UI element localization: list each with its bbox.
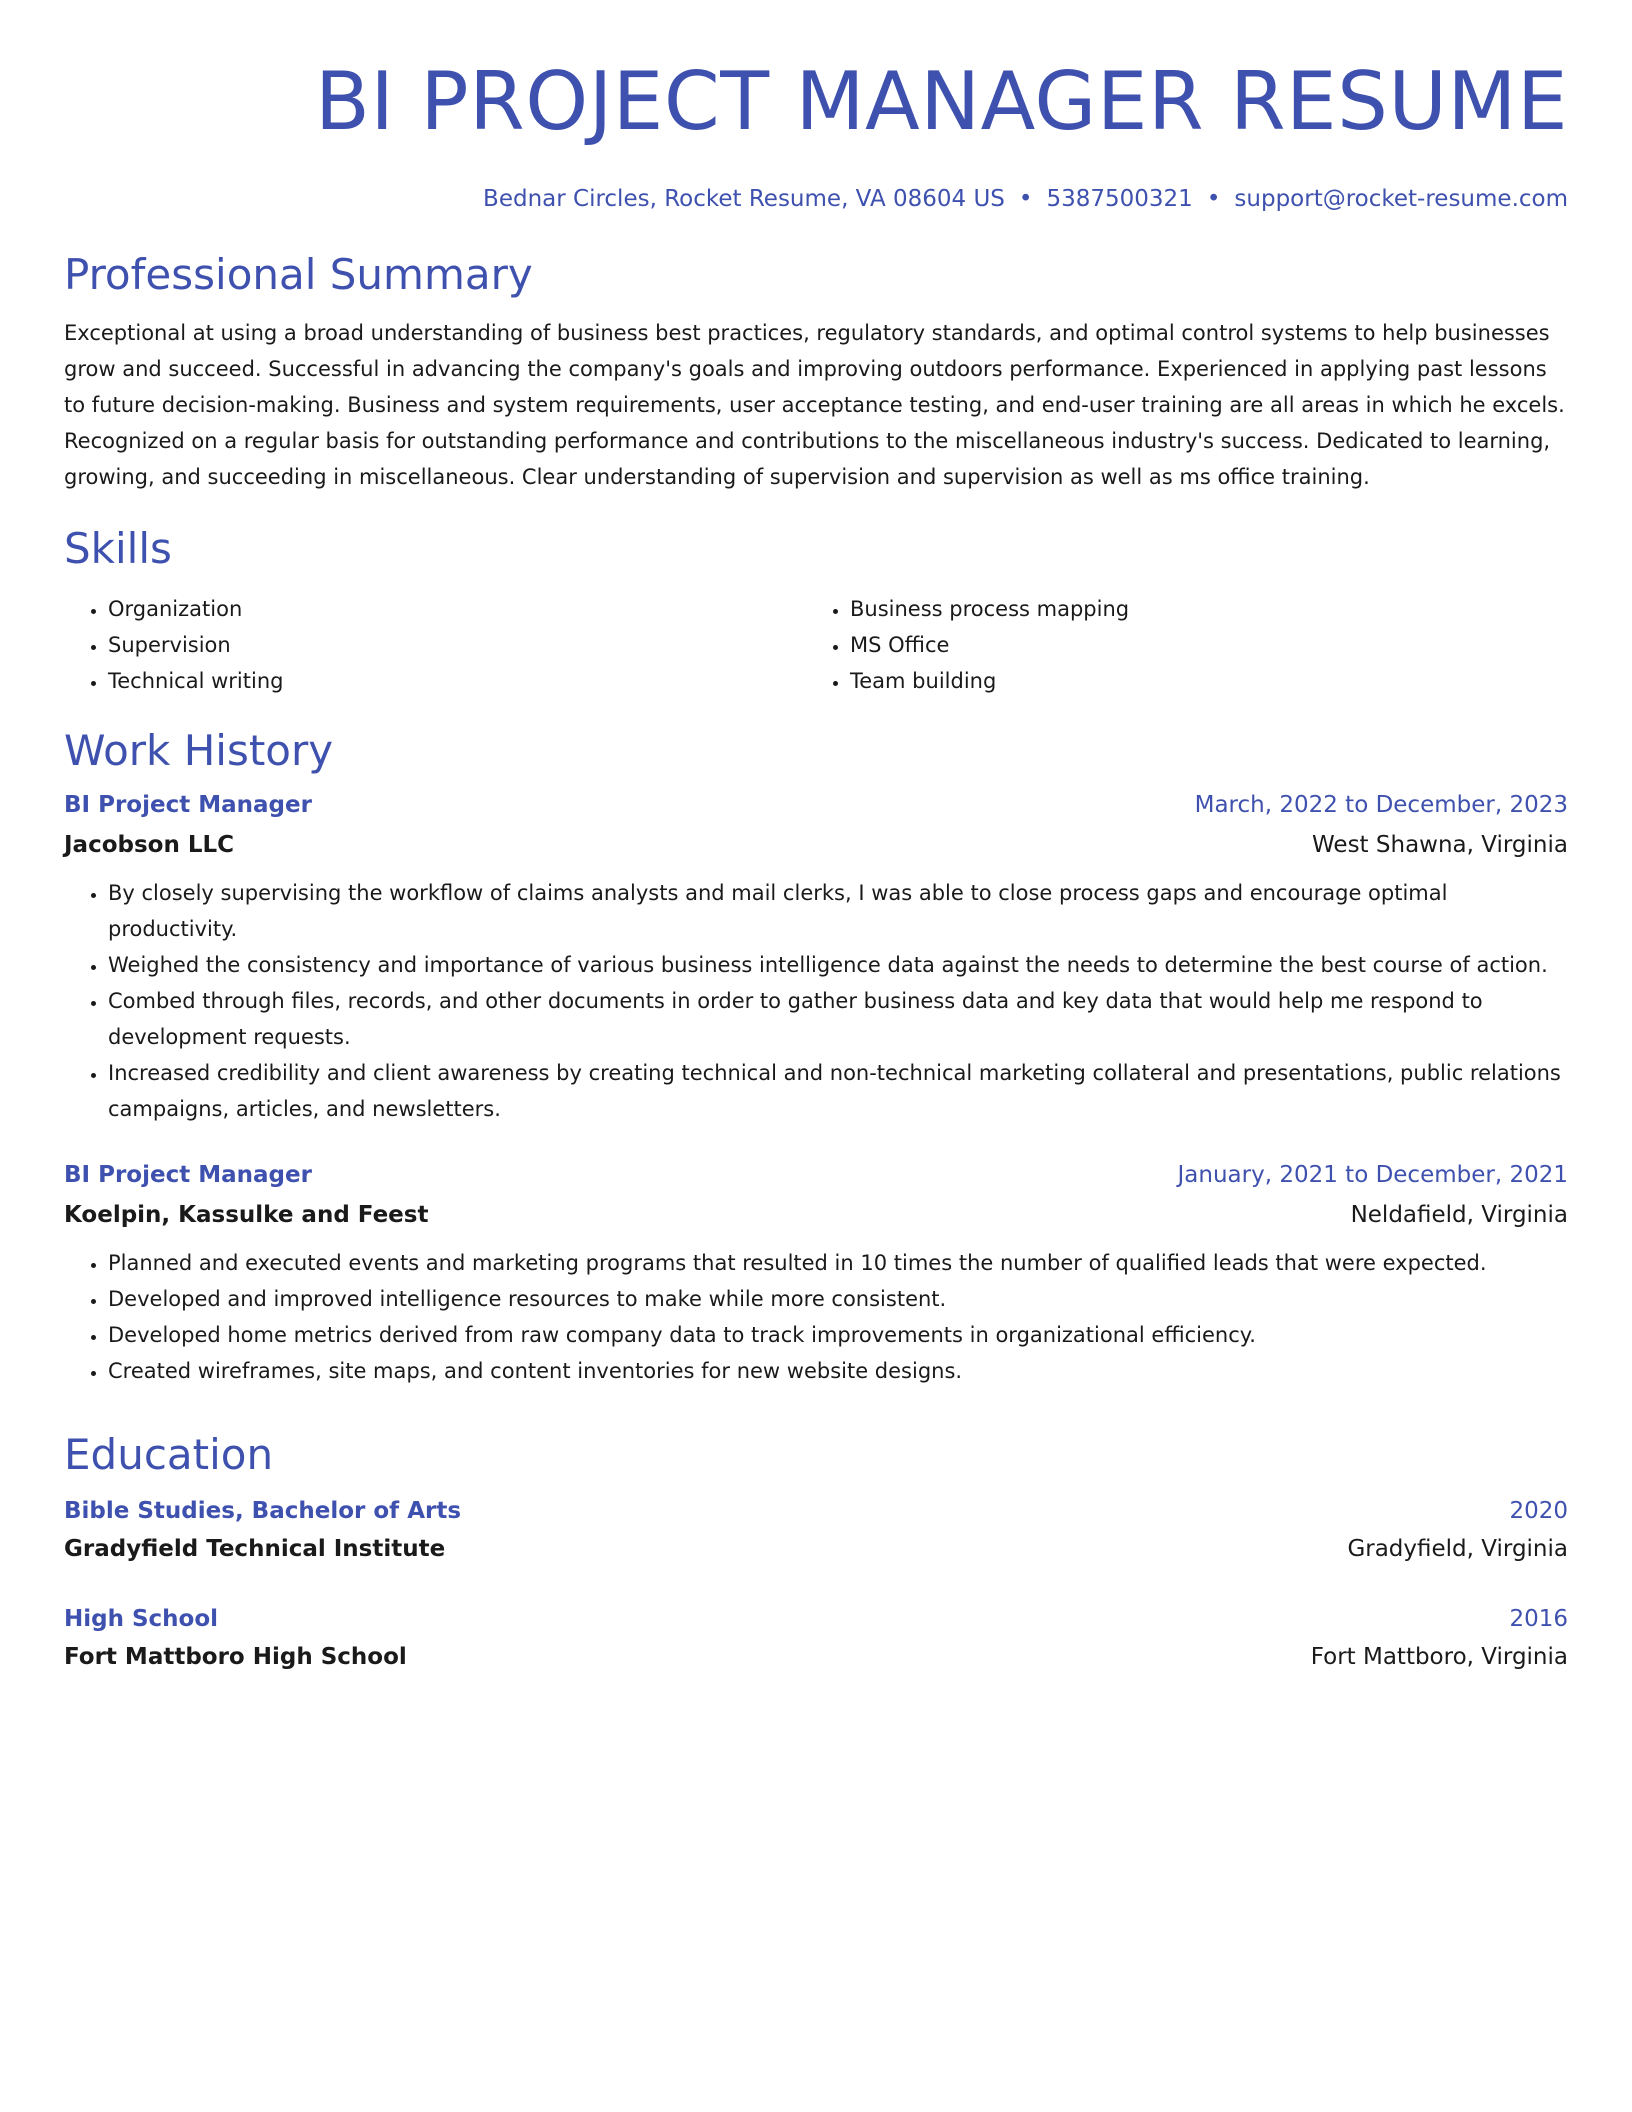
job-dates: March, 2022 to December, 2023 bbox=[1194, 792, 1568, 818]
education-school: Gradyfield Technical Institute bbox=[64, 1536, 446, 1562]
job-bullets bbox=[64, 875, 1568, 1127]
job-bullet: • Increased credibility and client awareness by creating technical and non-technical marketing collateral and presentations, public relations campaigns, articles, and newsletters. bbox=[108, 1055, 1568, 1127]
education-location: Gradyfield, Virginia bbox=[1347, 1536, 1568, 1562]
skills-column-right bbox=[806, 591, 1129, 699]
job-bullet: • Developed and improved intelligence resources to make while more consistent. bbox=[108, 1281, 1568, 1317]
contact-address: Bednar Circles, Rocket Resume, VA 08604 US bbox=[483, 186, 1005, 212]
summary-text: Exceptional at using a broad understanding of business best practices, regulatory standards, and optimal control systems to help businesses grow and succeed. Successful in advancing the company's goals and improving outdoors performance. Experienced in applying past lessons to future decision-making. Business and system requirements, user acceptance testing, and end-user training are all areas in which he excels. Recognized on a regular basis for outstanding performance and contributions to the miscellaneous industry's success. Dedicated to learning, growing, and succeeding in miscellaneous. Clear understanding of supervision and supervision as well as ms office training. bbox=[64, 321, 1565, 489]
job-bullet: • Combed through files, records, and other documents in order to gather business data and key data that would help me respond to development requests. bbox=[108, 983, 1568, 1055]
job-bullet: • Developed home metrics derived from raw company data to track improvements in organizational efficiency. bbox=[108, 1317, 1568, 1353]
contact-separator: • bbox=[1206, 186, 1221, 212]
job-entry bbox=[64, 1157, 1568, 1389]
education-heading: Education bbox=[64, 1430, 274, 1479]
education-school: Fort Mattboro High School bbox=[64, 1644, 407, 1670]
education-entry bbox=[64, 1493, 1568, 1567]
job-bullet: • Weighed the consistency and importance of various business intelligence data against the needs to determine the best course of action. bbox=[108, 947, 1568, 983]
skill-item: • Organization bbox=[108, 591, 806, 627]
resume-title: BI PROJECT MANAGER RESUME bbox=[314, 55, 1568, 148]
skill-item: • MS Office bbox=[850, 627, 1129, 663]
job-header bbox=[64, 1157, 1568, 1193]
job-company: Koelpin, Kassulke and Feest bbox=[64, 1202, 429, 1228]
job-subheader bbox=[64, 827, 1568, 863]
job-bullet: • By closely supervising the workflow of claims analysts and mail clerks, I was able to close process gaps and encourage optimal productivity. bbox=[108, 875, 1568, 947]
job-title: BI Project Manager bbox=[64, 1162, 312, 1188]
skill-item: • Technical writing bbox=[108, 663, 806, 699]
job-company: Jacobson LLC bbox=[64, 832, 235, 858]
job-bullet: • Created wireframes, site maps, and content inventories for new website designs. bbox=[108, 1353, 1568, 1389]
skills-list bbox=[64, 591, 1568, 699]
education-year: 2016 bbox=[1509, 1606, 1568, 1632]
skills-column-left bbox=[64, 591, 806, 699]
education-subheader bbox=[64, 1531, 1568, 1567]
job-location: West Shawna, Virginia bbox=[1312, 832, 1568, 858]
education-header bbox=[64, 1601, 1568, 1637]
job-bullets bbox=[64, 1245, 1568, 1389]
education-location: Fort Mattboro, Virginia bbox=[1310, 1644, 1568, 1670]
summary-heading: Professional Summary bbox=[64, 250, 533, 299]
skill-item: • Business process mapping bbox=[850, 591, 1129, 627]
education-degree: High School bbox=[64, 1606, 219, 1632]
work-history-heading: Work History bbox=[64, 726, 334, 775]
contact-separator: • bbox=[1018, 186, 1033, 212]
job-bullet: • Planned and executed events and marketing programs that resulted in 10 times the number of qualified leads that were expected. bbox=[108, 1245, 1568, 1281]
contact-email[interactable]: support@rocket-resume.com bbox=[1234, 186, 1568, 212]
education-subheader bbox=[64, 1639, 1568, 1675]
contact-phone: 5387500321 bbox=[1046, 186, 1193, 212]
job-dates: January, 2021 to December, 2021 bbox=[1177, 1162, 1568, 1188]
job-entry bbox=[64, 787, 1568, 1127]
education-year: 2020 bbox=[1509, 1498, 1568, 1524]
job-title: BI Project Manager bbox=[64, 792, 312, 818]
job-header bbox=[64, 787, 1568, 823]
skill-item: • Supervision bbox=[108, 627, 806, 663]
skill-item: • Team building bbox=[850, 663, 1129, 699]
skills-heading: Skills bbox=[64, 524, 172, 573]
education-degree: Bible Studies, Bachelor of Arts bbox=[64, 1498, 462, 1524]
job-subheader bbox=[64, 1197, 1568, 1233]
job-location: Neldafield, Virginia bbox=[1350, 1202, 1568, 1228]
education-header bbox=[64, 1493, 1568, 1529]
contact-line bbox=[64, 184, 1568, 214]
education-entry bbox=[64, 1601, 1568, 1675]
